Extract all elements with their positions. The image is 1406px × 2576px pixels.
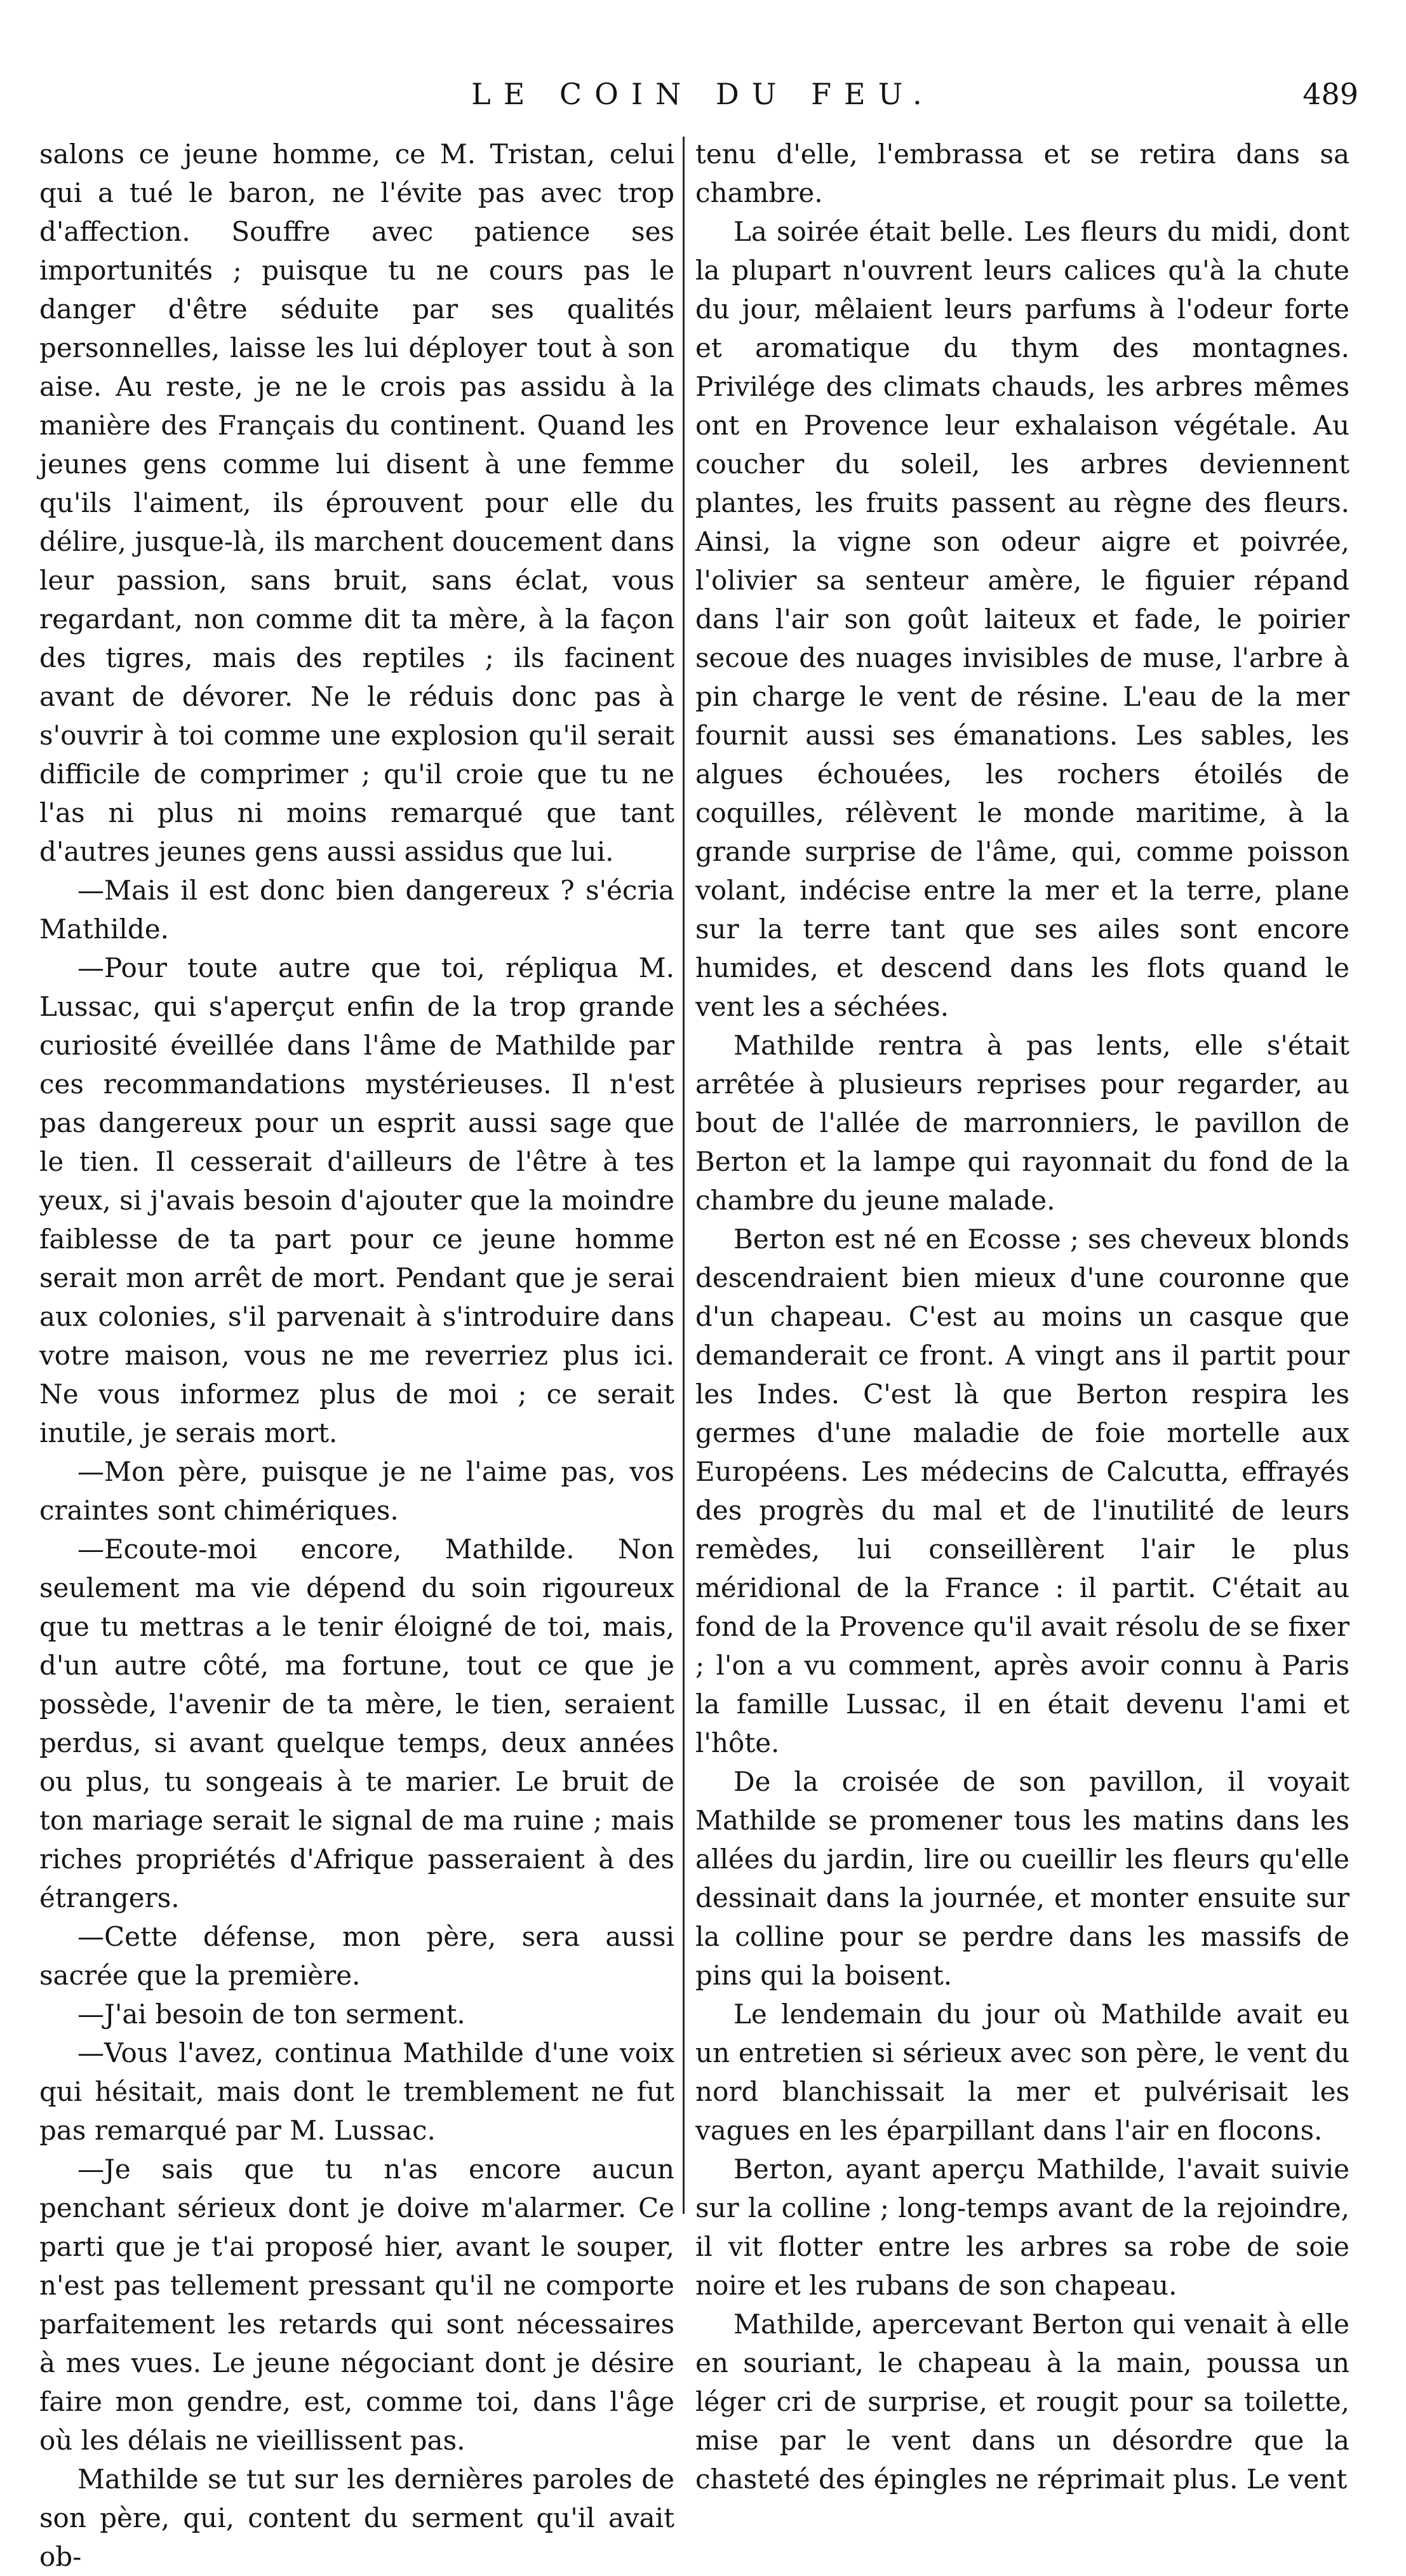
- paragraph: Berton, ayant aperçu Mathilde, l'avait suivie sur la colline ; long-temps avant de la rejoindre, il vit flotter entre les arbres sa robe de soie noire et les rubans de son chapeau.: [695, 2154, 1349, 2301]
- page-header: [0, 75, 1406, 126]
- paragraph: —J'ai besoin de ton serment.: [77, 1999, 465, 2030]
- paragraph: —Vous l'avez, continua Mathilde d'une voix qui hésitait, mais dont le tremblement ne fut pas remarqué par M. Lussac.: [39, 2037, 674, 2146]
- paragraph: Mathilde se tut sur les dernières paroles de son père, qui, content du serment qu'il avait ob-: [39, 2464, 674, 2572]
- paragraph: Le lendemain du jour où Mathilde avait eu un entretien si sérieux avec son père, le vent du nord blanchissait la mer et pulvérisait les vagues en les éparpillant dans l'air en flocons.: [695, 1999, 1349, 2146]
- paragraph: Berton est né en Ecosse ; ses cheveux blonds descendraient bien mieux d'une couronne que d'un chapeau. C'est au moins un casque que demanderait ce front. A vingt ans il partit pour les Indes. C'est là que Berton respira les germes d'une maladie de foie mortelle aux Européens. Les médecins de Calcutta, effrayés des progrès du mal et de l'inutilité de leurs remèdes, lui conseillèrent l'air le plus méridional de la France : il partit. C'était au fond de la Provence qu'il avait résolu de se fixer ; l'on a vu comment, après avoir connu à Paris la famille Lussac, il en était devenu l'ami et l'hôte.: [695, 1224, 1349, 1758]
- right-column: [695, 135, 1349, 2498]
- column-divider: [683, 137, 685, 2214]
- paragraph: —Pour toute autre que toi, répliqua M. Lussac, qui s'aperçut enfin de la trop grande curiosité éveillée dans l'âme de Mathilde par ces recommandations mystérieuses. Il n'est pas dangereux pour un esprit aussi sage que le tien. Il cesserait d'ailleurs de l'être à tes yeux, si j'avais besoin d'ajouter que la moindre faiblesse de ta part pour ce jeune homme serait mon arrêt de mort. Pendant que je serai aux colonies, s'il parvenait à s'introduire dans votre maison, vous ne me reverriez plus ici. Ne vous informez plus de moi ; ce serait inutile, je serais mort.: [39, 952, 674, 1448]
- running-title: LE COIN DU FEU.: [471, 77, 935, 111]
- paragraph: salons ce jeune homme, ce M. Tristan, celui qui a tué le baron, ne l'évite pas avec trop d'affection. Souffre avec patience ses importunités ; puisque tu ne cours pas le danger d'être séduite par ses qualités personnelles, laisse les lui déployer tout à son aise. Au reste, je ne le crois pas assidu à la manière des Français du continent. Quand les jeunes gens comme lui disent à une femme qu'ils l'aiment, ils éprouvent pour elle du délire, jusque-là, ils marchent doucement dans leur passion, sans bruit, sans éclat, vous regardant, non comme dit ta mère, à la façon des tigres, mais des reptiles ; ils facinent avant de dévorer. Ne le réduis donc pas à s'ouvrir à toi comme une explosion qu'il serait difficile de comprimer ; qu'il croie que tu ne l'as ni plus ni moins remarqué que tant d'autres jeunes gens aussi assidus que lui.: [39, 138, 674, 867]
- paragraph: —Ecoute-moi encore, Mathilde. Non seulement ma vie dépend du soin rigoureux que tu mettras a le tenir éloigné de toi, mais, d'un autre côté, ma fortune, tout ce que je possède, l'avenir de ta mère, le tien, seraient perdus, si avant quelque temps, deux années ou plus, tu songeais à te marier. Le bruit de ton mariage serait le signal de ma ruine ; mais riches propriétés d'Afrique passeraient à des étrangers.: [39, 1534, 674, 1913]
- paragraph: tenu d'elle, l'embrassa et se retira dans sa chambre.: [695, 138, 1349, 208]
- paragraph: Mathilde rentra à pas lents, elle s'était arrêtée à plusieurs reprises pour regarder, au bout de l'allée de marronniers, le pavillon de Berton et la lampe qui rayonnait du fond de la chambre du jeune malade.: [695, 1030, 1349, 1216]
- paragraph: La soirée était belle. Les fleurs du midi, dont la plupart n'ouvrent leurs calices qu'à la chute du jour, mêlaient leurs parfums à l'odeur forte et aromatique du thym des montagnes. Privilége des climats chauds, les arbres mêmes ont en Provence leur exhalaison végétale. Au coucher du soleil, les arbres deviennent plantes, les fruits passent au règne des fleurs. Ainsi, la vigne son odeur aigre et poivrée, l'olivier sa senteur amère, le figuier répand dans l'air son goût laiteux et fade, le poirier secoue des nuages invisibles de muse, l'arbre à pin charge le vent de résine. L'eau de la mer fournit aussi ses émanations. Les sables, les algues échouées, les rochers étoilés de coquilles, rélèvent le monde maritime, à la grande surprise de l'âme, qui, comme poisson volant, indécise entre la mer et la terre, plane sur la terre tant que ses ailes sont encore humides, et descend dans les flots quand le vent les a séchées.: [695, 216, 1349, 1022]
- paragraph: —Mais il est donc bien dangereux ? s'écria Mathilde.: [39, 875, 674, 945]
- left-column: [39, 135, 674, 2576]
- page-number: 489: [1302, 77, 1358, 111]
- paragraph: —Je sais que tu n'as encore aucun penchant sérieux dont je doive m'alarmer. Ce parti que je t'ai proposé hier, avant le souper, n'est pas tellement pressant qu'il ne comporte parfaitement les retards qui sont nécessaires à mes vues. Le jeune négociant dont je désire faire mon gendre, est, comme toi, dans l'âge où les délais ne vieillissent pas.: [39, 2154, 674, 2456]
- paragraph: De la croisée de son pavillon, il voyait Mathilde se promener tous les matins dans les allées du jardin, lire ou cueillir les fleurs qu'elle dessinait dans la journée, et monter ensuite sur la colline pour se perdre dans les massifs de pins qui la boisent.: [695, 1766, 1349, 1991]
- paragraph: —Mon père, puisque je ne l'aime pas, vos craintes sont chimériques.: [39, 1456, 674, 1526]
- paragraph: —Cette défense, mon père, sera aussi sacrée que la première.: [39, 1921, 674, 1991]
- paragraph: Mathilde, apercevant Berton qui venait à elle en souriant, le chapeau à la main, poussa un léger cri de surprise, et rougit pour sa toilette, mise par le vent dans un désordre que la chasteté des épingles ne réprimait plus. Le vent: [695, 2309, 1349, 2495]
